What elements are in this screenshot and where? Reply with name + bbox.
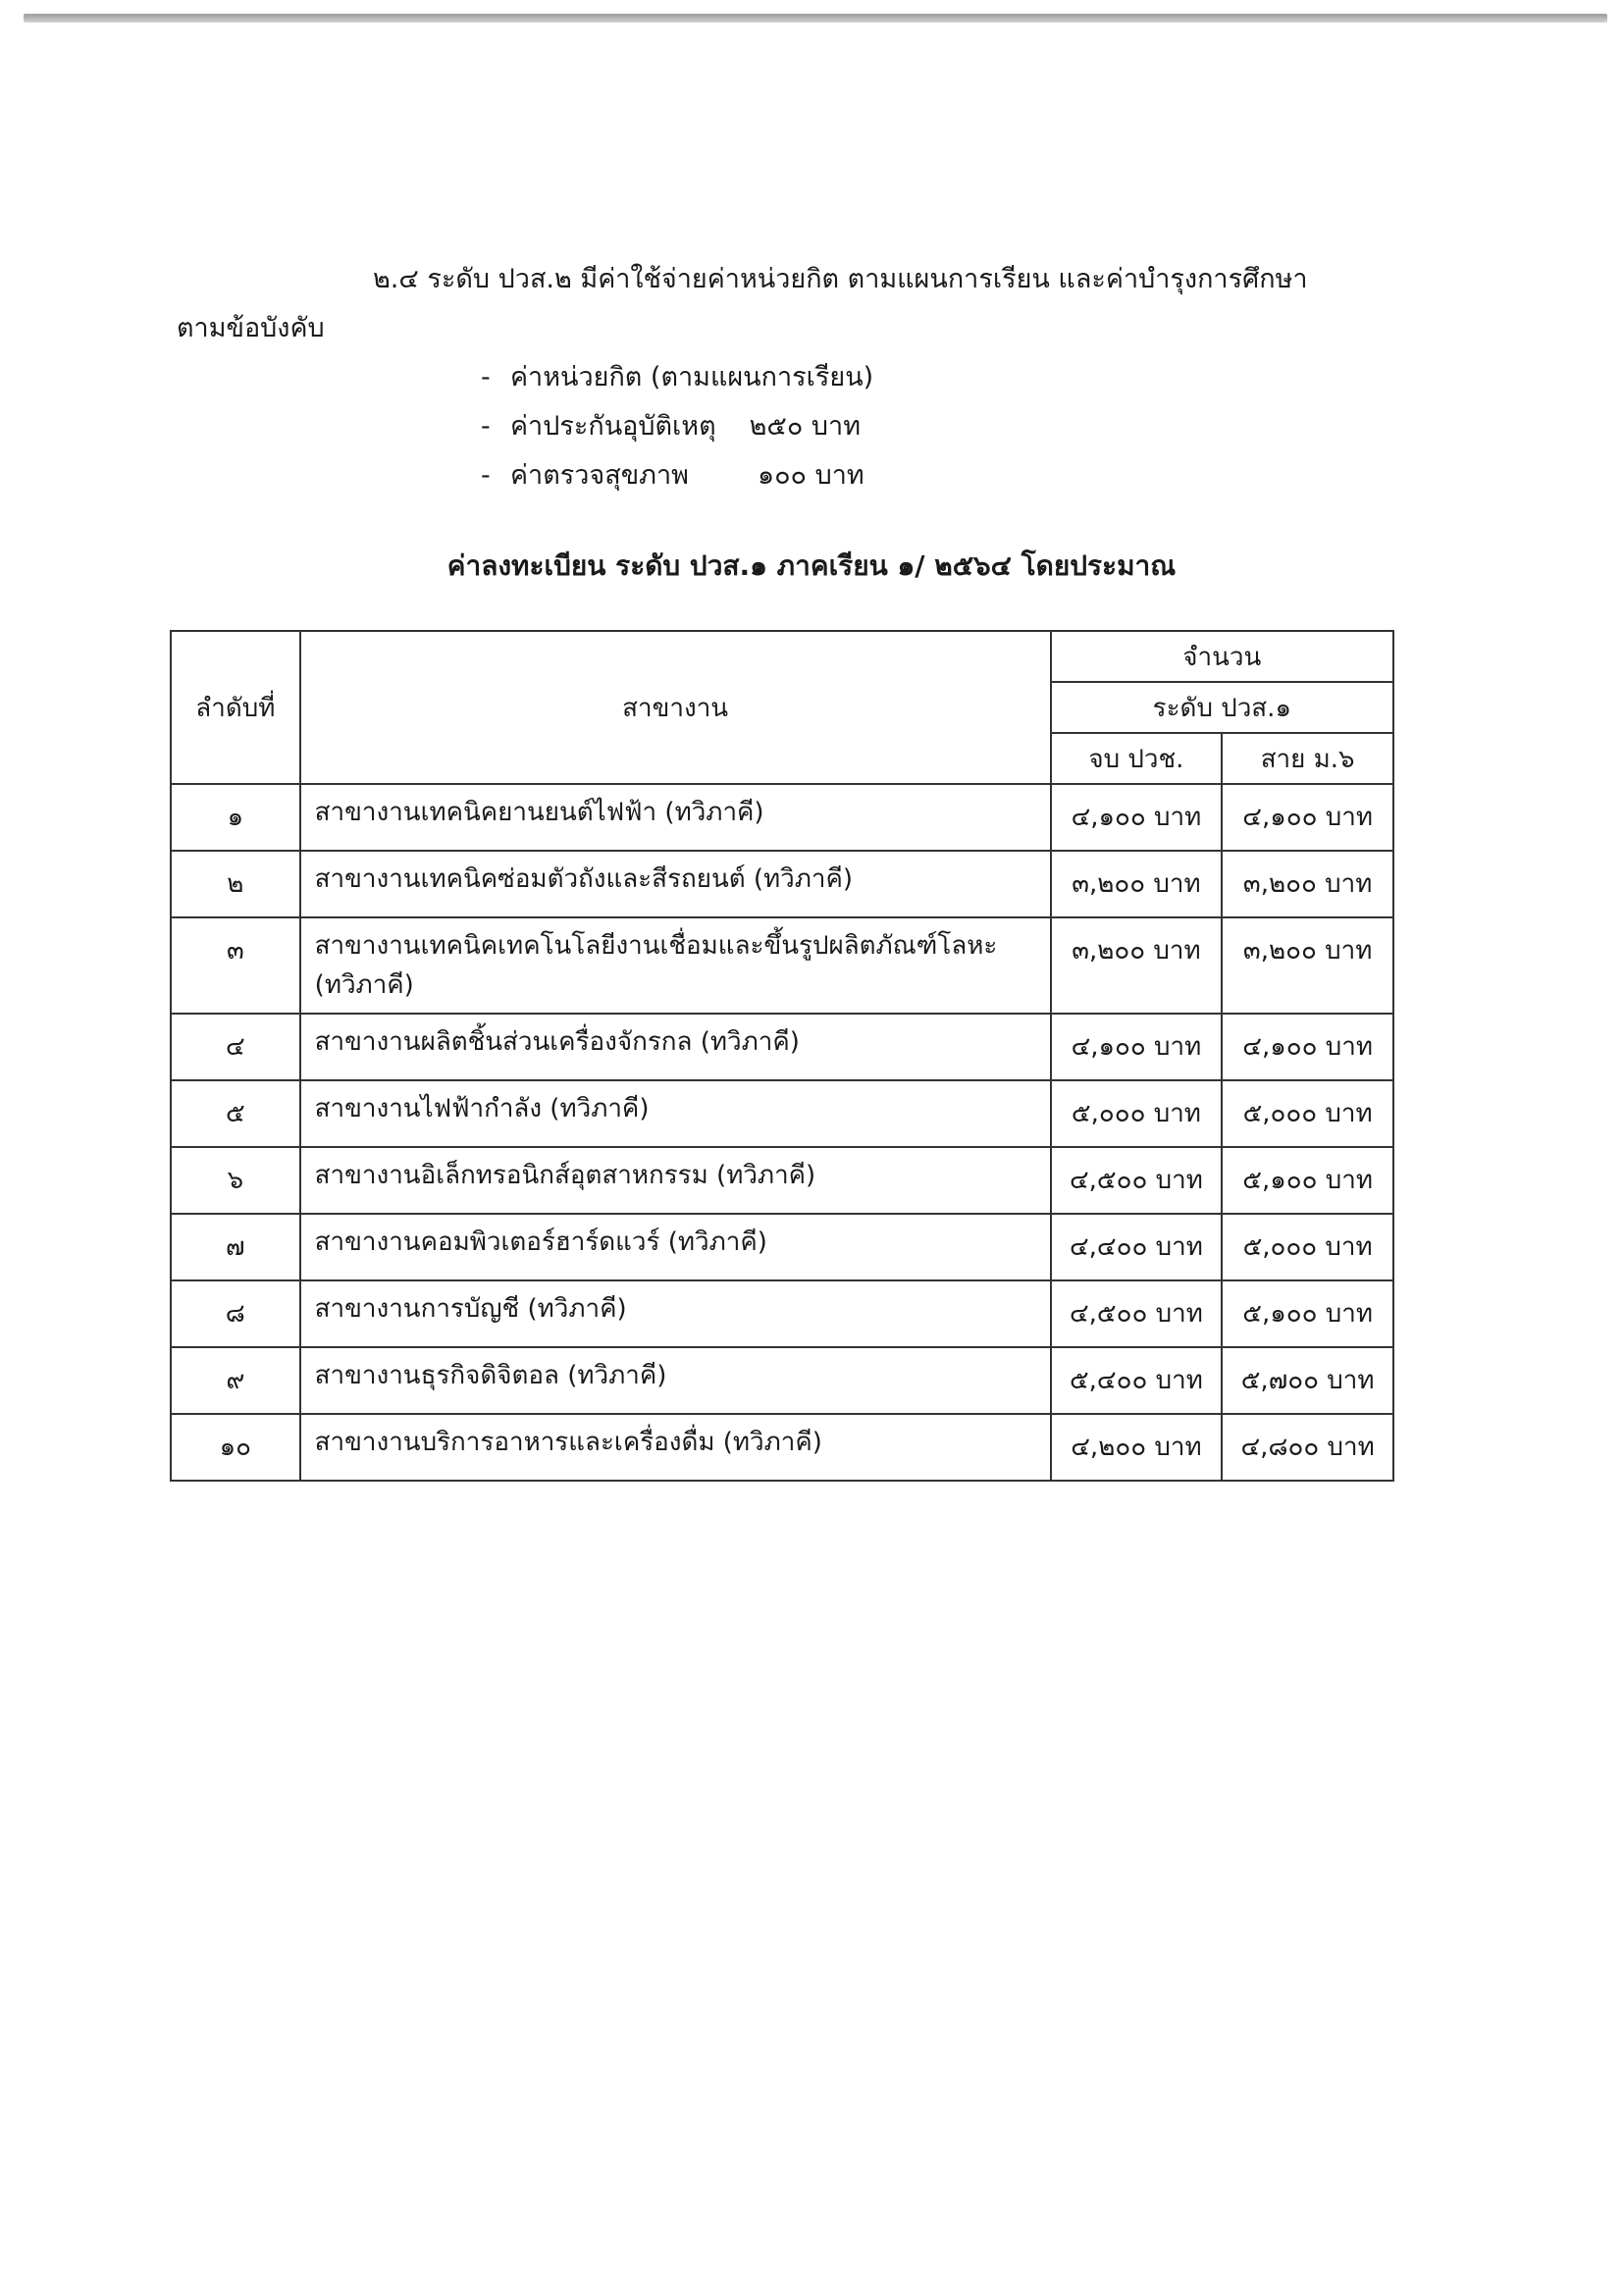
bullet-text: ค่าประกันอุบัติเหตุ xyxy=(510,411,716,442)
header-level: ระดับ ปวส.๑ xyxy=(1051,682,1393,733)
row-no: ๑๐ xyxy=(171,1414,300,1481)
bullet-amount: ๑๐๐ บาท xyxy=(757,460,864,491)
row-fee-b: ๕,๗๐๐ บาท xyxy=(1222,1347,1393,1414)
bullet-text: ค่าตรวจสุขภาพ xyxy=(510,460,689,491)
bullet-dash: - xyxy=(481,362,491,392)
row-fee-a: ๔,๔๐๐ บาท xyxy=(1051,1214,1223,1280)
row-fee-b: ๕,๐๐๐ บาท xyxy=(1222,1214,1393,1280)
row-fee-a: ๓,๒๐๐ บาท xyxy=(1051,917,1223,1014)
table-row xyxy=(171,1414,1393,1481)
registration-fee-table xyxy=(170,630,1394,1482)
intro-line-2: ตามข้อบังคับ xyxy=(177,313,325,343)
row-branch: สาขางานธุรกิจดิจิตอล (ทวิภาคี) xyxy=(300,1347,1051,1414)
row-fee-a: ๔,๒๐๐ บาท xyxy=(1051,1414,1223,1481)
row-fee-a: ๕,๔๐๐ บาท xyxy=(1051,1347,1223,1414)
row-no: ๔ xyxy=(171,1014,300,1080)
row-fee-b: ๓,๒๐๐ บาท xyxy=(1222,851,1393,917)
row-no: ๕ xyxy=(171,1080,300,1147)
row-no: ๘ xyxy=(171,1280,300,1347)
row-fee-b: ๔,๘๐๐ บาท xyxy=(1222,1414,1393,1481)
row-branch: สาขางานผลิตชิ้นส่วนเครื่องจักรกล (ทวิภาคี) xyxy=(300,1014,1051,1080)
row-fee-b: ๓,๒๐๐ บาท xyxy=(1222,917,1393,1014)
table-row xyxy=(171,1280,1393,1347)
table-row xyxy=(171,1080,1393,1147)
bullet-credit-fee xyxy=(481,355,907,397)
row-branch: สาขางานเทคนิคซ่อมตัวถังและสีรถยนต์ (ทวิภาคี) xyxy=(300,851,1051,917)
row-fee-b: ๕,๐๐๐ บาท xyxy=(1222,1080,1393,1147)
row-fee-a: ๔,๑๐๐ บาท xyxy=(1051,1014,1223,1080)
bullet-dash: - xyxy=(481,460,491,491)
table-row xyxy=(171,1014,1393,1080)
header-branch: สาขางาน xyxy=(300,631,1051,784)
bullet-dash: - xyxy=(481,411,491,442)
row-branch: สาขางานอิเล็กทรอนิกส์อุตสาหกรรม (ทวิภาคี) xyxy=(300,1147,1051,1214)
header-amount: จำนวน xyxy=(1051,631,1393,682)
table-row xyxy=(171,1147,1393,1214)
header-col-a: จบ ปวช. xyxy=(1051,733,1223,784)
row-branch: สาขางานคอมพิวเตอร์ฮาร์ดแวร์ (ทวิภาคี) xyxy=(300,1214,1051,1280)
row-no: ๑ xyxy=(171,784,300,851)
row-fee-a: ๔,๕๐๐ บาท xyxy=(1051,1280,1223,1347)
row-fee-a: ๔,๑๐๐ บาท xyxy=(1051,784,1223,851)
table-row xyxy=(171,851,1393,917)
table-row xyxy=(171,1347,1393,1414)
row-no: ๒ xyxy=(171,851,300,917)
scan-edge xyxy=(24,14,1607,23)
header-col-b: สาย ม.๖ xyxy=(1222,733,1393,784)
row-fee-b: ๕,๑๐๐ บาท xyxy=(1222,1280,1393,1347)
row-no: ๓ xyxy=(171,917,300,1014)
bullet-amount: ๒๕๐ บาท xyxy=(749,411,862,442)
table-title: ค่าลงทะเบียน ระดับ ปวส.๑ ภาคเรียน ๑/ ๒๕๖๔ โดยประมาณ xyxy=(446,549,1177,582)
row-fee-a: ๓,๒๐๐ บาท xyxy=(1051,851,1223,917)
row-no: ๗ xyxy=(171,1214,300,1280)
row-branch: สาขางานการบัญชี (ทวิภาคี) xyxy=(300,1280,1051,1347)
row-fee-b: ๔,๑๐๐ บาท xyxy=(1222,1014,1393,1080)
row-no: ๙ xyxy=(171,1347,300,1414)
bullet-health-check-fee xyxy=(481,453,864,496)
table-row xyxy=(171,784,1393,851)
bullet-text: ค่าหน่วยกิต (ตามแผนการเรียน) xyxy=(510,362,874,392)
bullet-insurance-fee xyxy=(481,404,861,446)
row-fee-a: ๔,๕๐๐ บาท xyxy=(1051,1147,1223,1214)
row-branch: สาขางานเทคนิคเทคโนโลยีงานเชื่อมและขึ้นรูปผลิตภัณฑ์โลหะ (ทวิภาคี) xyxy=(300,917,1051,1014)
row-branch: สาขางานบริการอาหารและเครื่องดื่ม (ทวิภาคี) xyxy=(300,1414,1051,1481)
row-fee-b: ๕,๑๐๐ บาท xyxy=(1222,1147,1393,1214)
row-fee-a: ๕,๐๐๐ บาท xyxy=(1051,1080,1223,1147)
table-row xyxy=(171,1214,1393,1280)
row-branch: สาขางานไฟฟ้ากำลัง (ทวิภาคี) xyxy=(300,1080,1051,1147)
row-fee-b: ๔,๑๐๐ บาท xyxy=(1222,784,1393,851)
header-no: ลำดับที่ xyxy=(171,631,300,784)
row-no: ๖ xyxy=(171,1147,300,1214)
table-row xyxy=(171,917,1393,1014)
row-branch: สาขางานเทคนิคยานยนต์ไฟฟ้า (ทวิภาคี) xyxy=(300,784,1051,851)
intro-line-1: ๒.๔ ระดับ ปวส.๒ มีค่าใช้จ่ายค่าหน่วยกิต ตามแผนการเรียน และค่าบำรุงการศึกษา xyxy=(373,264,1308,294)
